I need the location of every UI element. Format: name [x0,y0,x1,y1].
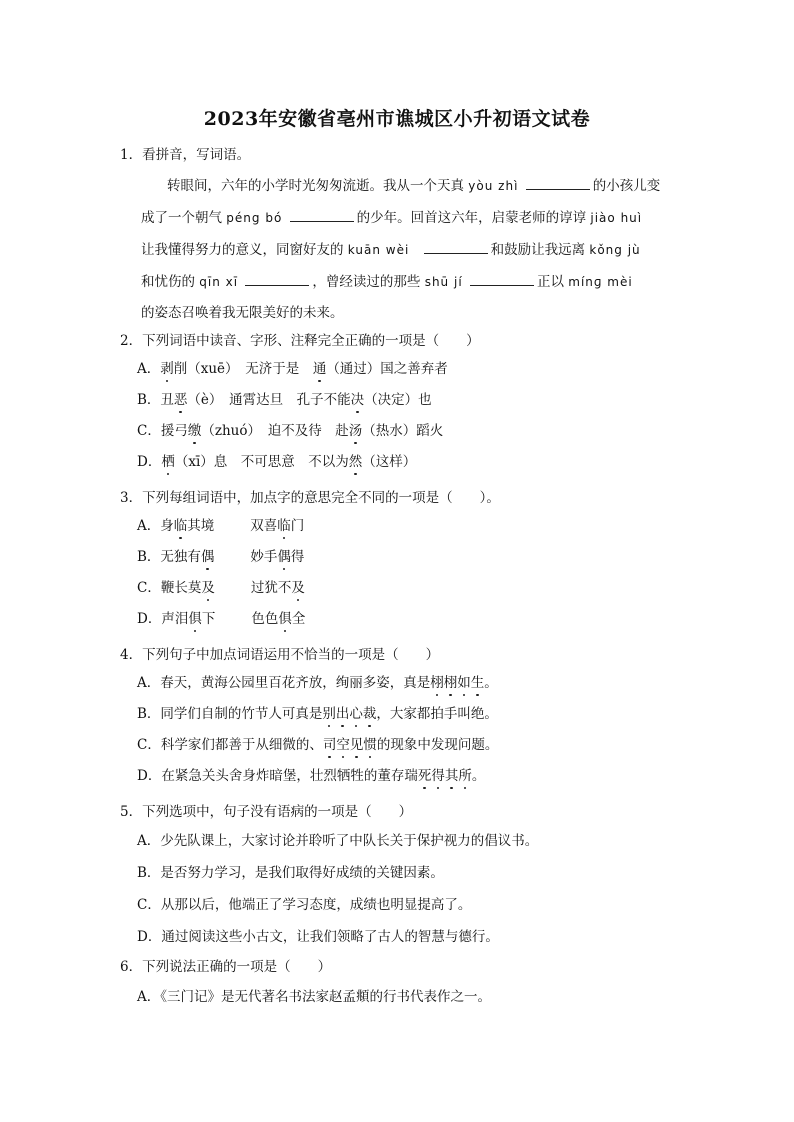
option-letter: A． [137,989,161,1005]
text: 在紧急关头舍身炸暗堡，壮烈牺牲的董存瑞 [161,768,418,784]
option-letter: C． [137,737,161,753]
dotted-char: 偶 [277,549,291,565]
pinyin: yòu zhì [468,179,519,193]
dotted-char: 死 [417,768,432,784]
question-1-line-1 [167,175,660,196]
dotted-char: 心 [349,706,363,722]
text: 双喜 [250,518,278,534]
text: 无独有 [160,549,201,565]
text: ，大家都拍手叫绝。 [376,706,498,722]
option-letter: D． [137,768,162,784]
text: 让我懂得努力的意义，同窗好友的 [141,242,344,258]
text: 丑 [160,392,174,408]
option-text: 从那以后，他端正了学习态度，成绩也明显提高了。 [160,897,472,913]
dotted-char: 如 [457,675,471,691]
text: 同学们自制的竹节人可真是 [160,706,323,722]
text: 下 [201,611,216,627]
text: ，曾经读过的那些 [312,274,421,290]
dotted-char: 所 [458,768,472,784]
pinyin: jiào huì [590,211,643,225]
text: （热水）蹈火 [362,423,444,439]
question-2-option-a[interactable] [137,359,448,379]
option-letter: B． [137,549,161,565]
dotted-char: 见 [349,737,364,753]
text: 鞭长莫 [160,580,202,596]
dotted-char: 决 [350,392,365,408]
text: 过犹不 [250,580,292,596]
option-letter: A． [137,833,161,849]
question-2-stem: 2．下列词语中读音、字形、注释完全正确的一项是（ ） [120,333,480,349]
question-5-option-c[interactable] [137,895,471,915]
dotted-char: 然 [348,454,363,470]
question-3-stem: 3．下列每组词语中，加点字的意思完全不同的一项是（ ）。 [120,490,500,506]
question-2-option-c[interactable] [137,421,443,441]
text: 科学家们都善于从细微的、 [160,737,323,753]
dotted-char: 汤 [348,423,363,439]
text: （通过）国之善弃者 [326,361,448,377]
text: （这样） [362,454,417,470]
question-5-stem: 5．下列选项中，句子没有语病的一项是（ ） [120,804,413,820]
dotted-char: 栩 [443,675,458,691]
text: （è） 通霄达旦 孔子不能 [187,392,351,408]
question-3-option-c[interactable] [137,578,305,598]
question-1-line-2 [141,207,642,228]
question-4-option-a[interactable] [137,673,498,693]
text: 成了一个朝气 [141,210,222,226]
text: 正以 [536,274,564,290]
text: 全 [291,611,306,627]
text: 门 [290,518,305,534]
pinyin: kuān wèi [347,243,410,257]
dotted-char: 得 [431,768,445,784]
text: 转眼间，六年的小学时光匆匆流逝。我从一个天真 [167,178,464,194]
text: 和鼓励让我远离 [490,242,586,258]
dotted-char: 缴 [187,423,202,439]
dotted-char: 及 [291,580,305,596]
question-3-option-b[interactable] [137,547,304,567]
dotted-char: 通 [312,361,327,377]
text: 妙手 [250,549,278,565]
dotted-char: 惯 [363,737,377,753]
text: （决定）也 [364,392,432,408]
dotted-char: 出 [335,706,350,722]
dotted-word [418,768,472,784]
dotted-char: 栖 [161,454,175,470]
text: 色色 [251,611,279,627]
pinyin: qīn xī [199,275,239,289]
option-letter: D． [137,611,162,627]
option-letter: C． [137,897,161,913]
question-4-option-c[interactable] [137,735,498,755]
question-5-option-b[interactable] [137,863,444,883]
dotted-char: 俱 [278,611,292,627]
question-5-option-d[interactable] [137,927,499,947]
option-letter: D． [137,929,162,945]
question-1-line-4 [141,271,633,292]
question-3-option-a[interactable] [137,516,304,536]
text: 和忧伤的 [141,274,195,290]
text: 的小孩儿变 [592,178,661,194]
question-4-option-d[interactable] [137,766,485,786]
option-text: 是否努力学习，是我们取得好成绩的关键因素。 [160,865,444,881]
text: 援弓 [160,423,188,439]
text: 得 [290,549,305,565]
text: 身 [160,518,174,534]
dotted-char: 生 [470,675,485,691]
page-title: 2023年安徽省亳州市谯城区小升初语文试卷 [203,108,591,130]
question-6-stem: 6．下列说法正确的一项是（ ） [120,959,332,975]
text: 声泪 [161,611,189,627]
dotted-char: 栩 [430,675,444,691]
text: 的少年。回首这六年，启蒙老师的谆谆 [356,210,587,226]
question-1-stem: 1．看拼音，写词语。 [120,147,251,163]
text: 。 [484,675,498,691]
question-4-stem: 4．下列句子中加点词语运用不恰当的一项是（ ） [120,647,440,663]
answer-blank[interactable] [470,271,534,286]
option-letter: A． [137,361,161,377]
answer-blank[interactable] [424,239,488,254]
dotted-char: 其 [444,768,459,784]
question-5-option-a[interactable] [137,831,538,851]
option-text: 通过阅读这些小古文，让我们领略了古人的智慧与德行。 [161,929,499,945]
option-letter: B． [137,706,161,722]
option-letter: B． [137,865,161,881]
text: 。 [471,768,486,784]
answer-blank[interactable] [245,271,309,286]
option-letter: A． [137,675,161,691]
option-letter: A． [137,518,161,534]
pinyin: kǒng jù [589,243,641,257]
option-text: 《三门记》是无代著名书法家赵孟頫的行书代表作之一。 [160,989,491,1005]
dotted-word [430,675,484,691]
dotted-char: 剥 [160,361,174,377]
dotted-char: 临 [173,518,188,534]
text: （zhuó） 迫不及待 赴 [201,423,349,439]
option-text: 少先队课上，大家讨论并聆听了中队长关于保护视力的倡议书。 [160,833,539,849]
question-2-option-b[interactable] [137,390,432,410]
dotted-char: 偶 [200,549,215,565]
question-1-line-5: 的姿态召唤着我无限美好的未来。 [141,305,344,321]
option-letter: C． [137,423,161,439]
question-1-line-3 [141,239,641,260]
question-3-option-d[interactable] [137,609,305,629]
question-2-option-d[interactable] [137,452,416,472]
option-letter: B． [137,392,161,408]
dotted-char: 裁 [362,706,377,722]
text: 春天，黄海公园里百花齐放，绚丽多姿，真是 [160,675,431,691]
text: （xī）息 不可思意 不以为 [174,454,349,470]
option-letter: D． [137,454,162,470]
question-6-option-a[interactable] [137,987,491,1007]
answer-blank[interactable] [526,175,590,190]
dotted-word [322,706,376,722]
dotted-char: 恶 [173,392,188,408]
answer-blank[interactable] [290,207,354,222]
dotted-word [323,737,377,753]
dotted-char: 空 [336,737,350,753]
pinyin: shū jí [424,275,463,289]
dotted-char: 别 [322,706,336,722]
dotted-char: 司 [322,737,337,753]
dotted-char: 临 [277,518,291,534]
text: 其境 [187,518,215,534]
pinyin: mínɡ mèi [568,275,633,289]
text: 的现象中发现问题。 [376,737,499,753]
dotted-char: 俱 [188,611,202,627]
pinyin: péng bó [226,211,283,225]
question-4-option-b[interactable] [137,704,498,724]
text: 削（xuē） 无济于是 [173,361,313,377]
option-letter: C． [137,580,161,596]
dotted-char: 及 [201,580,215,596]
